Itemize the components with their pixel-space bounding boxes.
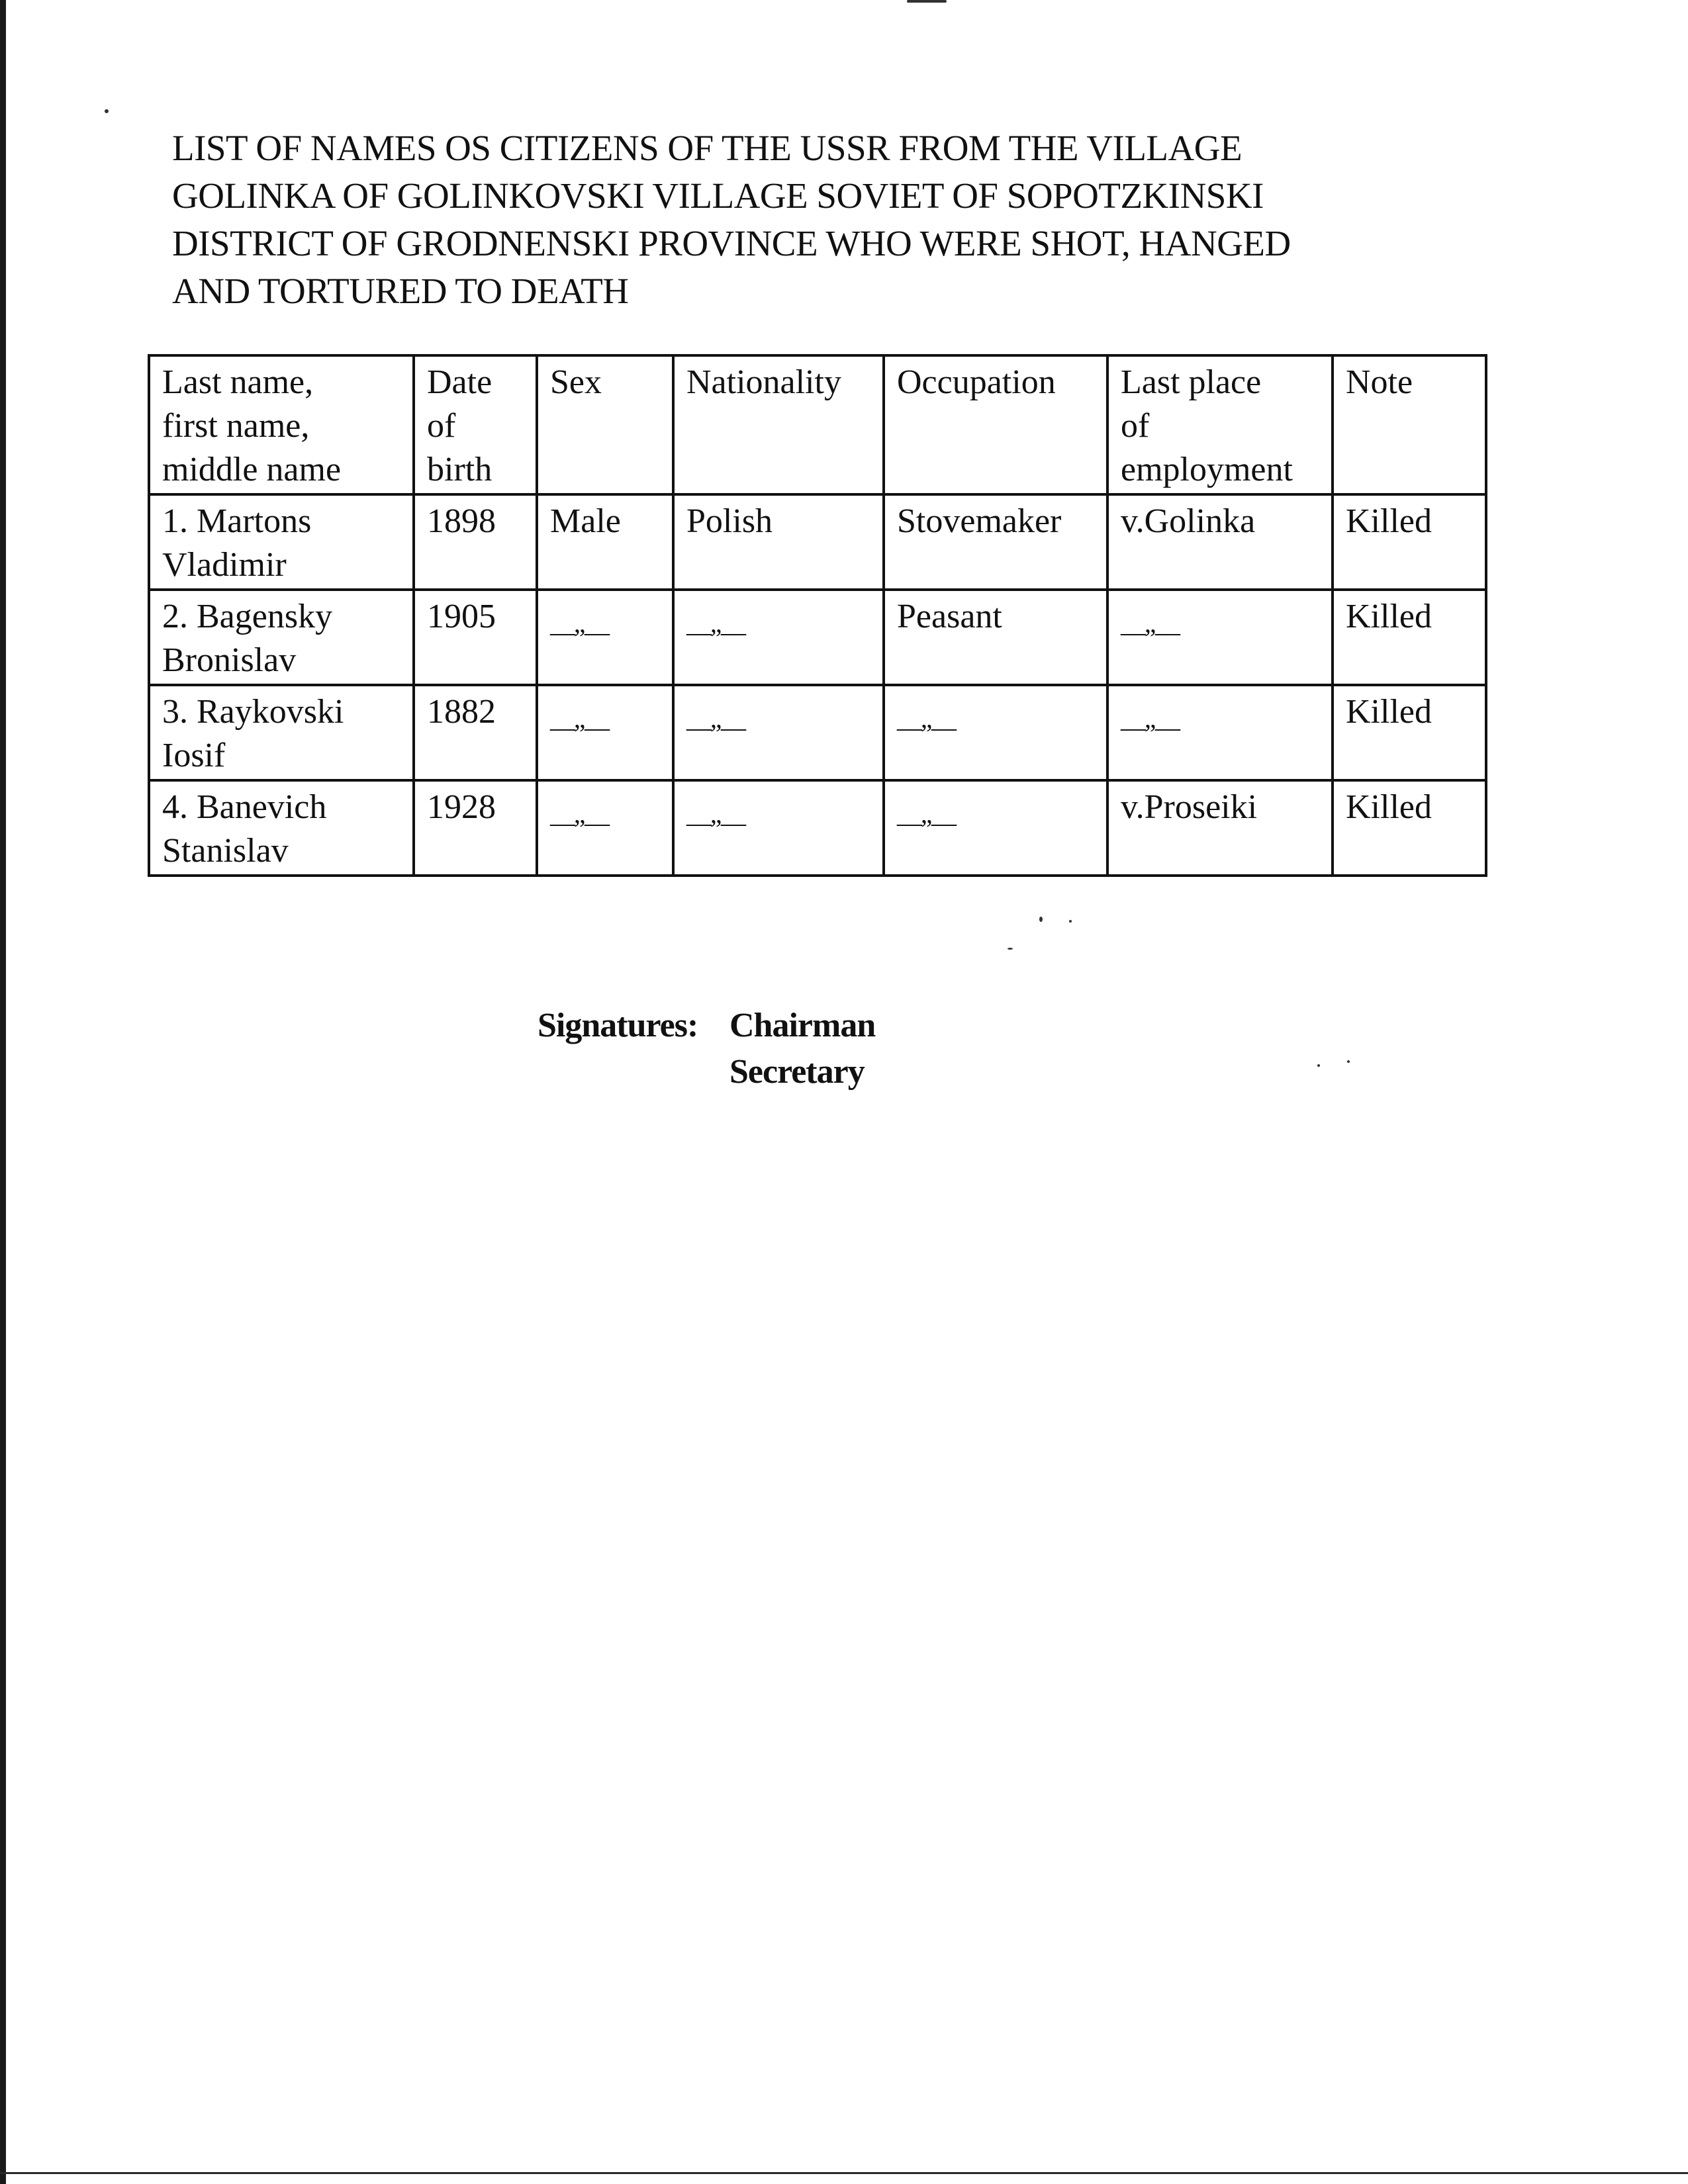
- table-row: [149, 494, 1486, 590]
- cell-occupation: Peasant: [884, 590, 1107, 685]
- scan-speck: [1347, 1060, 1350, 1063]
- ditto-mark: __,,__: [897, 704, 955, 733]
- signature-row-secretary: [538, 1049, 875, 1095]
- ditto-mark: __,,__: [550, 799, 608, 829]
- cell-occupation: [884, 685, 1107, 780]
- signature-row-chairman: [538, 1003, 875, 1049]
- ditto-mark: __,,__: [686, 608, 745, 638]
- cell-note: Killed: [1333, 494, 1486, 590]
- name-line: Iosif: [162, 737, 226, 774]
- name-line: Stanislav: [162, 832, 289, 870]
- cell-sex: [537, 780, 673, 876]
- scan-speck: [1069, 920, 1072, 923]
- name-line: 3. Raykovski: [162, 693, 344, 731]
- cell-occupation: [884, 780, 1107, 876]
- cell-dob: 1905: [414, 590, 537, 685]
- victims-table: [148, 354, 1487, 877]
- document-title: [172, 124, 1430, 315]
- title-line: DISTRICT OF GRODNENSKI PROVINCE WHO WERE SHOT, HANGED: [172, 223, 1291, 263]
- ditto-mark: __,,__: [686, 799, 745, 829]
- cell-dob: 1928: [414, 780, 537, 876]
- header-employment-line: employment: [1121, 451, 1293, 488]
- ditto-mark: __,,__: [1121, 704, 1179, 733]
- cell-dob: 1898: [414, 494, 537, 590]
- ditto-mark: __,,__: [1121, 608, 1179, 638]
- scan-speck: [1317, 1064, 1320, 1067]
- scan-edge-bottom: [0, 2172, 1688, 2174]
- header-dob: [414, 355, 537, 494]
- cell-occupation: Stovemaker: [884, 494, 1107, 590]
- header-name-line: first name,: [162, 407, 310, 445]
- cell-employment: [1107, 590, 1333, 685]
- scan-speck: [907, 0, 947, 3]
- signatures-label: Signatures:: [538, 1007, 698, 1044]
- header-note: Note: [1333, 355, 1486, 494]
- table-row: [149, 685, 1486, 780]
- name-line: 1. Martons: [162, 502, 312, 540]
- header-occupation: Occupation: [884, 355, 1107, 494]
- name-line: Bronislav: [162, 641, 297, 679]
- cell-employment: [1107, 685, 1333, 780]
- cell-sex: [537, 590, 673, 685]
- cell-dob: 1882: [414, 685, 537, 780]
- cell-note: Killed: [1333, 780, 1486, 876]
- cell-nationality: [673, 780, 884, 876]
- cell-employment: v.Golinka: [1107, 494, 1333, 590]
- table-row: [149, 780, 1486, 876]
- header-employment-line: Last place: [1121, 363, 1262, 401]
- header-dob-line: of: [427, 407, 456, 445]
- title-line: AND TORTURED TO DEATH: [172, 271, 629, 311]
- signature-secretary: Secretary: [729, 1053, 865, 1091]
- cell-name: [149, 780, 414, 876]
- cell-name: [149, 685, 414, 780]
- ditto-mark: __,,__: [686, 704, 745, 733]
- name-line: 2. Bagensky: [162, 598, 333, 635]
- cell-employment: v.Proseiki: [1107, 780, 1333, 876]
- title-line: GOLINKA OF GOLINKOVSKI VILLAGE SOVIET OF SOPOTZKINSKI: [172, 175, 1264, 216]
- cell-nationality: Polish: [673, 494, 884, 590]
- signatures-block: [538, 1003, 875, 1095]
- table-row: [149, 590, 1486, 685]
- title-line: LIST OF NAMES OS CITIZENS OF THE USSR FROM THE VILLAGE: [172, 128, 1243, 168]
- scan-speck: [1039, 917, 1043, 922]
- header-employment: [1107, 355, 1333, 494]
- header-dob-line: birth: [427, 451, 492, 488]
- scan-speck: [1008, 948, 1013, 950]
- cell-name: [149, 494, 414, 590]
- header-name-line: middle name: [162, 451, 342, 488]
- cell-name: [149, 590, 414, 685]
- cell-note: Killed: [1333, 590, 1486, 685]
- cell-sex: [537, 685, 673, 780]
- header-nationality: Nationality: [673, 355, 884, 494]
- header-name: [149, 355, 414, 494]
- ditto-mark: __,,__: [897, 799, 955, 829]
- signature-chairman: Chairman: [729, 1007, 876, 1044]
- table-header-row: [149, 355, 1486, 494]
- cell-nationality: [673, 590, 884, 685]
- name-line: 4. Banevich: [162, 788, 327, 826]
- cell-sex: Male: [537, 494, 673, 590]
- ditto-mark: __,,__: [550, 704, 608, 733]
- scan-speck: [105, 109, 109, 113]
- header-dob-line: Date: [427, 363, 492, 401]
- header-sex: Sex: [537, 355, 673, 494]
- cell-note: Killed: [1333, 685, 1486, 780]
- header-name-line: Last name,: [162, 363, 314, 401]
- ditto-mark: __,,__: [550, 608, 608, 638]
- header-employment-line: of: [1121, 407, 1150, 445]
- cell-nationality: [673, 685, 884, 780]
- name-line: Vladimir: [162, 546, 287, 584]
- scan-edge-left: [0, 0, 6, 2184]
